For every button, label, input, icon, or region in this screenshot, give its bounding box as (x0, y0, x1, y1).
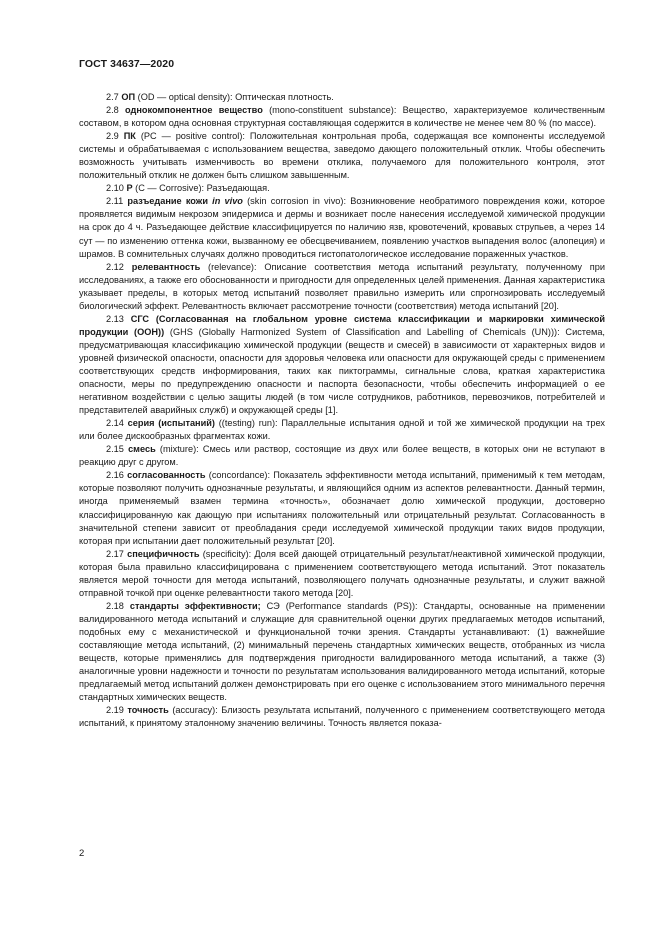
definition-paragraph (79, 417, 605, 443)
page-number: 2 (79, 848, 85, 859)
clause-number: 2.19 (106, 705, 124, 716)
defined-term: точность (127, 705, 169, 716)
clause-number: 2.14 (106, 418, 124, 429)
definition-paragraph (79, 261, 605, 313)
definition-paragraph (79, 443, 605, 469)
defined-term: стандарты эффективности; (129, 600, 261, 611)
definition-text: (relevance): Описание соответствия метода испытаний результату, полученному при исследованиях, а также его обоснованности и пригодности для определенных целей применения. Данная характеристика указывает пределы, в которых метод испытаний позволяет правильно измерить или спрогнозировать исследуемый биологический эффект. Релевантность включает рассмотрение точности (соответствия) метода испытаний [20]. (79, 261, 605, 311)
defined-term: смесь (128, 444, 156, 455)
definition-paragraph (79, 130, 605, 182)
definition-text: (specificity): Доля всей дающей отрицательный результат/неактивной химической продукции, которая была правильно классифицирована с применением соответствующего метода испытаний. Этот показатель является мерой точности для метода испытаний, позволяющего получать однозначные результаты, и служит важной отправной точкой при оценке релевантности такого метода [20]. (79, 548, 606, 598)
definition-text: (skin corrosion in vivo): Возникновение необратимого повреждения кожи, которое проявляется видимым некрозом эпидермиса и дермы и возникает после нанесения исследуемой химической продукции на срок до 4 ч. Разъедающее действие классифицируется по наличию язв, кровотечений, кровавых струпьев, а через 14 сут — по изменению оттенка кожи, вызванному ее обесцвечиванием, появлению участков выпадения волос (алопеция) и шрамов. В сомнительных случаях должно проводиться гистопатологическое исследование пораженных участков. (79, 196, 605, 259)
definition-paragraph (79, 600, 605, 704)
clause-number: 2.8 (106, 105, 119, 116)
definition-text: (concordance): Показатель эффективности метода испытаний, применимый к тем методам, которые позволяют получить однозначные результаты, и являющийся одним из аспектов релевантности. Данный термин, иногда применяемый взамен термина «точность», обозначает долю химической продукции, достоверно классифицированную как дающую при испытаниях положительный или отрицательный результат. Согласованность в значительной степени зависит от преобладания среди исследуемой химической продукции таких видов продукции, которая при испытании дает положительный результат [20]. (79, 470, 605, 546)
definition-text: (mixture): Смесь или раствор, состоящие из двух или более веществ, в которых они не вступают в реакцию друг с другом. (79, 444, 605, 468)
definition-text: (mono-constituent substance): Вещество, характеризуемое количественным составом, в котором одна основная структурная составляющая содержится в количестве не менее чем 80 % (по массе). (79, 105, 605, 129)
clause-number: 2.11 (106, 196, 124, 207)
clause-number: 2.15 (106, 444, 124, 455)
defined-term: серия (испытаний) (127, 418, 215, 429)
definition-paragraph (79, 313, 605, 417)
defined-term: специфичность (127, 548, 200, 559)
clause-number: 2.9 (106, 131, 119, 142)
defined-term: СГС (Согласованная на глобальном уровне система классификации и маркировки химической продукции (ООН)) (79, 313, 605, 337)
definition-text: (accuracy): Близость результата испытаний, полученного с применением соответствующего метода испытаний, к принятому эталонному значению величины. Точность является показа- (79, 705, 605, 729)
definition-paragraph (79, 469, 605, 547)
definition-paragraph (79, 704, 605, 730)
definition-paragraph (79, 91, 605, 104)
definition-text: (PC — positive control): Положительная контрольная проба, содержащая все компоненты исследуемой системы и обрабатываемая с использованием вещества, заведомо дающего положительный отклик. Чтобы обеспечить возможность учитывать изменчивость во времени отклика, получаемого для положительного контроля, этот положительный отклик не должен быть слишком завышенным. (79, 131, 605, 181)
clause-number: 2.18 (106, 600, 124, 611)
defined-term: согласованность (127, 470, 206, 481)
clause-number: 2.7 (106, 92, 119, 102)
definition-text: СЭ (Performance standards (PS)): Стандарты, основанные на применении валидированного метода испытаний и служащие для сравнительной оценки других предлагаемых методов испытаний, подобных ему с механистической и функциональной точки зрения. Стандарты устанавливают: (1) важнейшие составляющие метода испытаний, (2) минимальный перечень стандартных химических веществ, отобранных из числа веществ, которые применялись для подтверждения пригодности валидированного метода испытаний, а также (3) аналогичные уровни надежности и точности по результатам использования валидированного метода испытаний, которые предлагаемый метод испытаний должен демонстрировать при его оценке с использованием этого минимального перечня стандартных химических веществ. (79, 600, 605, 703)
definition-paragraph (79, 182, 605, 195)
defined-term: ОП (121, 92, 136, 102)
definition-text: (OD — optical density): Оптическая плотность. (135, 92, 334, 102)
definition-paragraph (79, 104, 605, 130)
defined-term: Р (126, 183, 133, 194)
definition-paragraph (79, 195, 605, 260)
clause-number: 2.17 (106, 548, 124, 559)
defined-term: релевантность (131, 261, 201, 272)
clause-number: 2.12 (106, 261, 124, 272)
definition-text: (C — Corrosive): Разъедающая. (132, 183, 270, 194)
defined-term: ПК (123, 131, 136, 142)
document-body (79, 91, 605, 730)
defined-term: разъедание кожи (127, 196, 213, 207)
definition-text: ((testing) run): Параллельные испытания одной и той же химической продукции на трех или более дискообразных фрагментах кожи. (79, 418, 605, 442)
document-header: ГОСТ 34637—2020 (79, 58, 175, 70)
clause-number: 2.13 (106, 313, 124, 324)
defined-term-italic: in vivo (212, 196, 243, 207)
clause-number: 2.16 (106, 470, 124, 481)
definition-paragraph (79, 548, 605, 600)
clause-number: 2.10 (106, 183, 124, 194)
defined-term: однокомпонентное вещество (125, 105, 263, 116)
definition-text: (GHS (Globally Harmonized System of Classification and Labelling of Chemicals (UN))): Система, предусматривающая классификацию химической продукции (веществ и смесей) в зависимости от характерных видов и уровней физической опасности, опасности для здоровья человека или опасности для окружающей среды с применением соответствующих средств информирования, таких как пиктограммы, сигнальные слова, краткая характеристика опасности, меры по предупреждению опасности и паспорта безопасности, чтобы обеспечить информацией о ее негативном воздействии с целью защиты людей (в том числе сотрудников, работников, перевозчиков, потребителей и представителей аварийных служб) и окружающей среды [1]. (79, 326, 605, 416)
